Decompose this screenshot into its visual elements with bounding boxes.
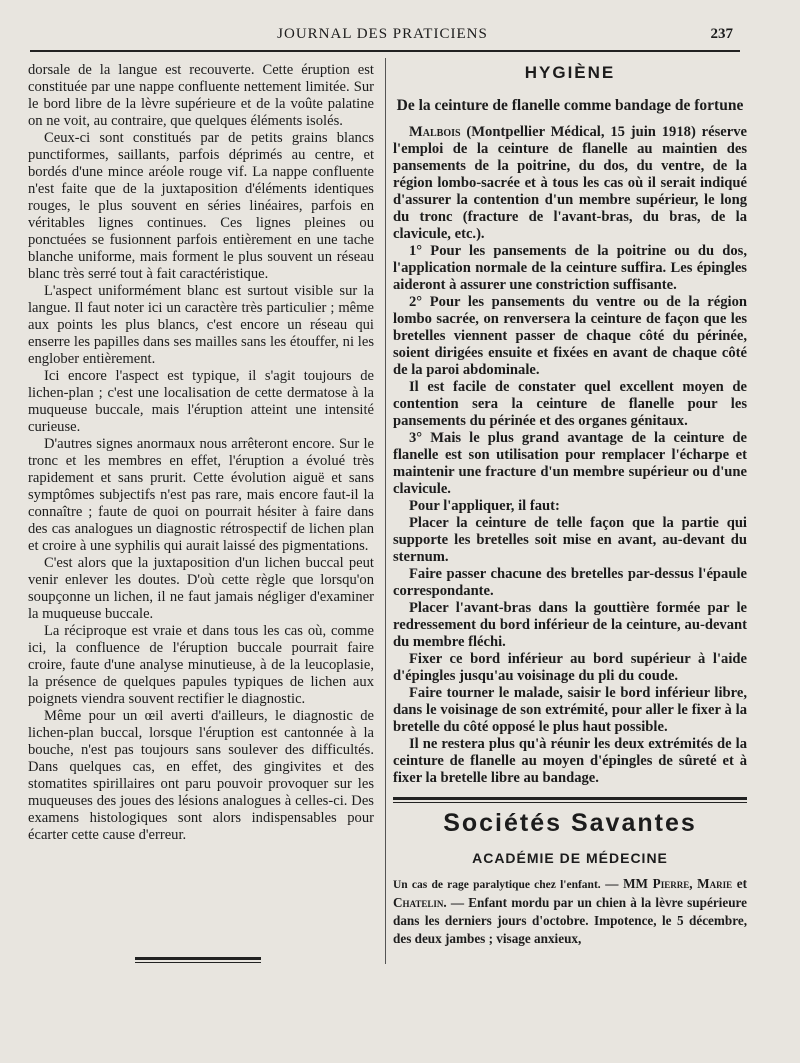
right-column [393,62,747,948]
article-title: De la ceinture de flanelle comme bandage de fortune [396,97,744,114]
report-heading: Un cas de rage paralytique chez l'enfant. [393,879,601,891]
paragraph: 1° Pour les pansements de la poitrine ou du dos, l'application normale de la ceinture suffira. Les épingles aideront à assurer une constriction suffisante. [393,243,747,293]
paragraph: D'autres signes anormaux nous arrêteront encore. Sur le tronc et les membres en effet, l'éruption a évolué très rapidement et sans prurit. Cette évolution aiguë et sans symptômes subjectifs n'est pas rare, mais encore faut-il la connaître ; faute de quoi on pourrait hésiter à faire dans des cas analogues un diagnostic rétrospectif de lichen plan et croire à une syphilis qui aurait laissé des pigmentations. [28,436,374,554]
article-intro [393,124,747,243]
paragraph: 3° Mais le plus grand avantage de la ceinture de flanelle est son utilisation pour remplacer l'écharpe et maintenir une fracture d'un membre supérieur ou d'une clavicule. [393,430,747,497]
paragraph: Pour l'appliquer, il faut: [409,498,560,514]
running-title: JOURNAL DES PRATICIENS [277,26,488,42]
report-text: . — Enfant mordu par un chien à la lèvre supérieure dans les derniers jours d'octobre. Impotence, le 5 décembre, des deux jambes ; visage anxieux, [393,895,747,946]
paragraph: Ici encore l'aspect est typique, il s'agit toujours de lichen-plan ; c'est une localisation de cette dermatose à la muqueuse buccale, mais l'éruption atteint une intensité curieuse. [28,368,374,435]
report-author: Chatelin [393,895,444,910]
report-authors-prefix: — MM [600,876,653,891]
article-end-rule [135,957,261,963]
paragraph: Il ne restera plus qu'à réunir les deux extrémités de la ceinture de flanelle au moyen d'épingles de sûreté et à fixer la bretelle libre au bandage. [393,736,747,786]
running-head [30,26,735,48]
paragraph: Fixer ce bord inférieur au bord supérieur à l'aide d'épingles jusqu'au voisinage du pli du coude. [393,651,747,684]
paragraph: Placer l'avant-bras dans la gouttière formée par le redressement du bord inférieur de la ceinture, au-devant du membre fléchi. [393,600,747,650]
column-divider [385,58,386,964]
paragraph: Ceux-ci sont constitués par de petits grains blancs punctiformes, saillants, parfois déprimés au centre, et bordés d'une mince aréole rouge vif. La nappe confluente n'est faite que de la juxtaposition d'éléments identiques rouges, le plus souvent en séries linéaires, parfois en véritables lignes continues. Ces lignes pleines ou ponctuées se fusionnent parfois entièrement en une tache blanche uniforme, mais forment le plus souvent un réseau blanc très serré tout à fait caractéristique. [28,130,374,282]
left-column [28,62,374,844]
report-and: et [732,876,747,891]
section-rule [393,797,747,803]
paragraph: dorsale de la langue est recouverte. Cette éruption est constituée par une nappe confluente nettement limitée. Sur le bord libre de la lèvre supérieure et de la voûte palatine on ne voit, au contraire, que quelques éléments isolés. [28,62,374,129]
page-number: 237 [710,26,733,42]
paragraph: La réciproque est vraie et dans tous les cas où, comme ici, la confluence de l'éruption buccale pourrait faire croire, faute d'une analyse minutieuse, à de la leucoplasie, la présence de quelques papules typiques de lichen aux poignets viendra souvent rectifier le diagnostic. [28,623,374,707]
paragraph: C'est alors que la juxtaposition d'un lichen buccal peut venir enlever les doutes. D'où cette règle que lorsqu'on soupçonne un lichen, il ne faut jamais négliger d'examiner la muqueuse buccale. [28,555,374,622]
section-title-hygiene: HYGIÈNE [524,63,616,82]
societies-title: Sociétés Savantes [443,809,697,837]
report-author: Marie [697,876,733,891]
academy-title: ACADÉMIE DE MÉDECINE [472,850,668,866]
header-rule [30,50,740,52]
paragraph: Placer la ceinture de telle façon que la partie qui supporte les bretelles soit mise en avant, au-devant du sternum. [393,515,747,565]
source-citation: (Montpellier Médical, 15 juin 1918) [466,124,696,140]
paragraph: Même pour un œil averti d'ailleurs, le diagnostic de lichen-plan buccal, lorsque l'éruption est cantonnée à la bouche, n'est pas toujours sans soulever des difficultés. Dans quelques cas, en effet, des gingivites et des stomatites spirillaires ont paru pouvoir provoquer sur les muqueuses des joues des lésions analogues à celles-ci. Des examens histologiques sont alors indispensables pour écarter cette cause d'erreur. [28,708,374,843]
paragraph: L'aspect uniformément blanc est surtout visible sur la langue. Il faut noter ici un caractère très particulier ; même aux points les plus blancs, c'est encore un réseau qui enserre les papilles dans ses mailles sans les étouffer, ni les englober entièrement. [28,283,374,367]
report-author: Pierre [652,876,690,891]
author-name: Malbois [409,124,461,140]
paragraph: Faire tourner le malade, saisir le bord inférieur libre, dans le voisinage de son extrémité, pour aller le fixer à la bretelle du côté opposé le plus haut possible. [393,685,747,735]
paragraph: 2° Pour les pansements du ventre ou de la région lombo sacrée, on renversera la ceinture de façon que les bretelles viennent passer de chaque côté du périnée, soient dirigées ensuite et fixées en avant de chaque côté de la paroi abdominale. [393,294,747,378]
paragraph: Il est facile de constater quel excellent moyen de contention sera la ceinture de flanelle pour les pansements du périnée et des organes génitaux. [393,379,747,429]
intro-text: réserve l'emploi de la ceinture de flanelle au maintien des pansements de la poitrine, du dos, du ventre, de la région lombo-sacrée et à tous les cas où il serait indiqué d'assurer la contention d'un membre supérieur, le long du tronc (fracture de l'avant-bras, du bras, de la clavicule, etc.). [393,124,748,242]
report-paragraph: Un cas de rage paralytique chez l'enfant. — MM Pierre, Marie et Chatelin. — Enfant mordu par un chien à la lèvre supérieure dans les derniers jours d'octobre. Impotence, le 5 décembre, des deux jambes ; visage anxieux, [393,876,747,946]
paragraph: Faire passer chacune des bretelles par-dessus l'épaule correspondante. [393,566,747,599]
